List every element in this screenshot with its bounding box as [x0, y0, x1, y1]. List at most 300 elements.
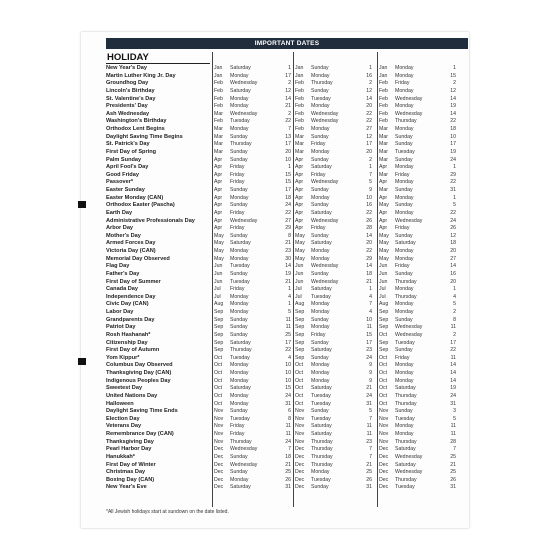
month: Dec	[295, 453, 305, 460]
weekday: Sunday	[395, 156, 413, 163]
holiday-name: April Fool's Day	[106, 164, 149, 171]
date-entry	[378, 439, 460, 447]
holiday-name: Victoria Day (CAN)	[106, 248, 156, 254]
holiday-name: Presidents' Day	[106, 103, 148, 110]
month: Feb	[379, 87, 388, 94]
weekday: Sunday	[311, 187, 329, 193]
month: Dec	[379, 469, 389, 476]
day-number: 13	[285, 133, 291, 140]
day-number: 9	[369, 370, 372, 376]
date-entry	[294, 149, 376, 157]
holiday-name: Palm Sunday	[106, 156, 142, 163]
day-number: 10	[366, 316, 372, 323]
day-number: 22	[366, 209, 372, 216]
day-number: 21	[450, 461, 456, 468]
holiday-name: Columbus Day Observed	[106, 362, 173, 369]
holiday-name: Indigenous Peoples Day	[106, 377, 171, 384]
date-entry	[213, 446, 295, 454]
weekday: Monday	[311, 370, 330, 376]
weekday: Saturday	[230, 484, 251, 491]
date-entry	[213, 362, 295, 370]
month: Sep	[379, 309, 389, 315]
date-entry	[378, 279, 460, 287]
date-entry	[294, 340, 376, 348]
month: Oct	[214, 385, 223, 392]
day-number: 30	[285, 255, 291, 262]
binder-hole	[78, 201, 86, 208]
date-entry	[378, 332, 460, 340]
date-entry	[378, 240, 460, 248]
weekday: Friday	[395, 225, 410, 232]
month: Oct	[295, 385, 304, 392]
month: Dec	[379, 484, 389, 491]
date-entry	[213, 126, 295, 134]
weekday: Monday	[311, 148, 330, 155]
month: Jan	[295, 65, 304, 71]
month: Nov	[379, 415, 389, 422]
date-entry	[213, 271, 295, 279]
date-entry	[294, 401, 376, 409]
month: Dec	[214, 484, 224, 491]
date-entry	[213, 279, 295, 287]
day-number: 11	[450, 431, 456, 437]
weekday: Tuesday	[311, 95, 331, 102]
date-entry	[294, 134, 376, 142]
day-number: 17	[450, 339, 456, 346]
month: Oct	[214, 400, 223, 407]
date-entry	[294, 80, 376, 88]
month: Mar	[379, 187, 388, 193]
date-entry	[294, 225, 376, 233]
month: Nov	[379, 431, 389, 437]
day-number: 1	[453, 65, 456, 71]
date-entry	[378, 141, 460, 149]
date-entry	[213, 340, 295, 348]
weekday: Monday	[230, 370, 249, 376]
date-entry	[213, 477, 295, 485]
month: Feb	[214, 118, 223, 125]
date-entry	[213, 454, 295, 462]
month: Apr	[214, 179, 223, 186]
day-number: 7	[369, 415, 372, 422]
weekday: Monday	[230, 248, 249, 254]
date-entry	[378, 462, 460, 470]
day-number: 15	[285, 385, 291, 392]
month: Jul	[379, 293, 386, 300]
day-number: 21	[366, 385, 372, 392]
month: Apr	[295, 179, 304, 186]
day-number: 26	[285, 476, 291, 483]
day-number: 1	[369, 164, 372, 171]
day-number: 1	[369, 65, 372, 71]
month: Sep	[214, 324, 224, 331]
weekday: Monday	[395, 126, 414, 132]
day-number: 29	[285, 225, 291, 232]
date-entry	[213, 294, 295, 302]
month: Jul	[214, 286, 221, 293]
day-number: 31	[366, 400, 372, 407]
date-entry	[294, 286, 376, 294]
year-column	[378, 65, 460, 492]
month: Apr	[379, 217, 388, 224]
day-number: 25	[285, 331, 291, 338]
date-entry	[294, 103, 376, 111]
date-entry	[294, 408, 376, 416]
month: Jun	[379, 263, 388, 270]
date-entry	[294, 431, 376, 439]
month: Oct	[214, 354, 223, 361]
month: Jun	[295, 278, 304, 285]
date-entry	[213, 408, 295, 416]
day-number: 24	[366, 354, 372, 361]
date-entry	[213, 157, 295, 165]
day-number: 15	[285, 171, 291, 178]
holiday-name: Daylight Saving Time Ends	[106, 408, 178, 415]
day-number: 1	[453, 286, 456, 293]
day-number: 14	[450, 370, 456, 376]
day-number: 22	[366, 248, 372, 254]
date-entry	[294, 439, 376, 447]
day-number: 4	[369, 309, 372, 315]
weekday: Monday	[395, 65, 414, 71]
weekday: Saturday	[311, 240, 332, 247]
month: May	[379, 248, 389, 254]
day-number: 31	[450, 484, 456, 491]
day-number: 22	[366, 118, 372, 125]
weekday: Sunday	[230, 331, 248, 338]
date-entry	[378, 431, 460, 439]
month: Aug	[214, 301, 224, 308]
day-number: 1	[453, 194, 456, 201]
weekday: Thursday	[395, 476, 417, 483]
weekday: Wednesday	[311, 263, 339, 270]
month: Mar	[379, 171, 388, 178]
weekday: Friday	[230, 209, 245, 216]
date-entry	[378, 202, 460, 210]
weekday: Monday	[311, 255, 330, 262]
day-number: 9	[369, 362, 372, 369]
holiday-name: Daylight Saving Time Begins	[106, 133, 183, 140]
day-number: 31	[366, 484, 372, 491]
weekday: Tuesday	[230, 278, 250, 285]
month: Nov	[214, 431, 224, 437]
weekday: Monday	[230, 301, 249, 308]
day-number: 17	[285, 72, 291, 79]
date-entry	[378, 65, 460, 73]
date-entry	[378, 73, 460, 81]
date-entry	[213, 462, 295, 470]
holiday-name: First Day of Winter	[106, 461, 156, 468]
holiday-name: Patriot Day	[106, 324, 136, 331]
day-number: 31	[285, 400, 291, 407]
weekday: Sunday	[230, 469, 248, 476]
day-number: 21	[285, 103, 291, 110]
date-entry	[294, 332, 376, 340]
date-entry	[294, 416, 376, 424]
weekday: Monday	[311, 324, 330, 331]
holiday-name: Rosh Hashanah*	[106, 331, 151, 338]
date-entry	[213, 88, 295, 96]
day-number: 17	[366, 141, 372, 148]
day-number: 31	[285, 484, 291, 491]
holiday-name: Veterans Day	[106, 423, 142, 430]
date-entry	[294, 164, 376, 172]
month: Mar	[214, 133, 223, 140]
date-entry	[378, 149, 460, 157]
day-number: 18	[366, 270, 372, 277]
date-entry	[378, 126, 460, 134]
day-number: 11	[285, 431, 291, 437]
day-number: 3	[453, 408, 456, 415]
month: Aug	[295, 301, 305, 308]
day-number: 2	[288, 80, 291, 87]
day-number: 24	[450, 392, 456, 399]
weekday: Sunday	[230, 408, 248, 415]
holiday-name: Christmas Day	[106, 469, 146, 476]
month: May	[295, 255, 305, 262]
month: Mar	[214, 110, 223, 117]
month: Feb	[295, 87, 304, 94]
weekday: Monday	[230, 400, 249, 407]
date-entry	[378, 301, 460, 309]
holiday-name: Sweetest Day	[106, 385, 143, 392]
date-entry	[294, 469, 376, 477]
date-entry	[294, 355, 376, 363]
day-number: 17	[285, 187, 291, 193]
weekday: Wednesday	[311, 179, 339, 186]
weekday: Friday	[395, 354, 410, 361]
weekday: Monday	[395, 72, 414, 79]
weekday: Monday	[230, 293, 249, 300]
day-number: 29	[450, 171, 456, 178]
date-entry	[294, 118, 376, 126]
month: Oct	[379, 354, 388, 361]
weekday: Monday	[395, 309, 414, 315]
month: Feb	[379, 110, 388, 117]
month: Dec	[379, 446, 389, 453]
weekday: Wednesday	[230, 461, 258, 468]
weekday: Saturday	[311, 286, 332, 293]
date-entry	[378, 355, 460, 363]
month: Sep	[295, 316, 305, 323]
date-entry	[294, 195, 376, 203]
weekday: Monday	[311, 469, 330, 476]
date-entry	[294, 370, 376, 378]
weekday: Sunday	[311, 133, 329, 140]
month: Oct	[214, 362, 223, 369]
weekday: Saturday	[311, 347, 332, 354]
date-entry	[378, 370, 460, 378]
date-entry	[294, 65, 376, 73]
day-number: 15	[450, 72, 456, 79]
day-number: 22	[450, 347, 456, 354]
month: Apr	[214, 164, 223, 171]
holiday-name: Washington's Birthday	[106, 118, 167, 125]
weekday: Saturday	[230, 65, 251, 71]
day-number: 10	[285, 370, 291, 376]
day-number: 2	[288, 110, 291, 117]
month: Apr	[214, 156, 223, 163]
date-entry	[378, 233, 460, 241]
weekday: Tuesday	[311, 476, 331, 483]
weekday: Monday	[395, 423, 414, 430]
month: Nov	[214, 408, 224, 415]
weekday: Tuesday	[230, 354, 250, 361]
weekday: Monday	[311, 362, 330, 369]
month: Dec	[214, 476, 224, 483]
day-number: 10	[285, 362, 291, 369]
date-entry	[378, 385, 460, 393]
day-number: 23	[366, 438, 372, 445]
date-entry	[294, 385, 376, 393]
month: Jun	[214, 270, 223, 277]
weekday: Wednesday	[395, 453, 423, 460]
month: Jan	[379, 65, 388, 71]
month: Sep	[379, 316, 389, 323]
month: Oct	[214, 370, 223, 376]
year-column	[213, 65, 295, 492]
date-entry	[294, 454, 376, 462]
month: Feb	[295, 80, 304, 87]
month: Jun	[379, 270, 388, 277]
month: Dec	[214, 453, 224, 460]
day-number: 22	[450, 209, 456, 216]
month: Apr	[295, 217, 304, 224]
month: Feb	[214, 87, 223, 94]
date-entry	[213, 317, 295, 325]
holiday-name: First Day of Spring	[106, 148, 157, 155]
date-entry	[378, 118, 460, 126]
month: Apr	[379, 209, 388, 216]
date-entry	[378, 446, 460, 454]
month: May	[295, 248, 305, 254]
day-number: 5	[453, 301, 456, 308]
day-number: 22	[285, 118, 291, 125]
weekday: Saturday	[311, 385, 332, 392]
date-entry	[294, 271, 376, 279]
day-number: 9	[369, 377, 372, 384]
weekday: Monday	[230, 309, 249, 315]
day-number: 5	[288, 309, 291, 315]
month: Nov	[379, 438, 389, 445]
day-number: 17	[285, 141, 291, 148]
weekday: Saturday	[230, 385, 251, 392]
holiday-name: Groundhog Day	[106, 80, 149, 87]
weekday: Monday	[395, 103, 414, 110]
holiday-name: Remembrance Day (CAN)	[106, 431, 174, 437]
date-entry	[213, 65, 295, 73]
date-entry	[378, 378, 460, 386]
day-number: 11	[285, 324, 291, 331]
weekday: Tuesday	[395, 148, 415, 155]
date-entry	[378, 317, 460, 325]
weekday: Tuesday	[230, 415, 250, 422]
weekday: Monday	[311, 248, 330, 254]
day-number: 2	[453, 80, 456, 87]
day-number: 12	[285, 87, 291, 94]
weekday: Sunday	[395, 141, 413, 148]
date-entry	[213, 80, 295, 88]
day-number: 20	[366, 148, 372, 155]
holiday-name: Pearl Harbor Day	[106, 446, 152, 453]
weekday: Thursday	[395, 438, 417, 445]
weekday: Sunday	[311, 87, 329, 94]
day-number: 1	[288, 286, 291, 293]
weekday: Monday	[311, 301, 330, 308]
day-number: 14	[450, 263, 456, 270]
month: Mar	[379, 141, 388, 148]
day-number: 2	[369, 156, 372, 163]
day-number: 17	[450, 141, 456, 148]
month: Mar	[214, 148, 223, 155]
binder-hole	[78, 358, 86, 365]
day-number: 25	[450, 453, 456, 460]
month: Feb	[295, 110, 304, 117]
month: May	[379, 232, 389, 239]
day-number: 22	[285, 347, 291, 354]
month: Nov	[295, 431, 305, 437]
date-entry	[213, 401, 295, 409]
date-entry	[213, 416, 295, 424]
date-entry	[213, 393, 295, 401]
weekday: Tuesday	[395, 484, 415, 491]
day-number: 24	[285, 202, 291, 209]
weekday: Saturday	[395, 461, 416, 468]
month: Dec	[295, 476, 305, 483]
month: Jan	[214, 72, 223, 79]
month: Oct	[295, 392, 304, 399]
holiday-name: Arbor Day	[106, 225, 134, 232]
date-entry	[378, 362, 460, 370]
weekday: Friday	[311, 141, 326, 148]
day-number: 17	[366, 339, 372, 346]
date-entry	[294, 187, 376, 195]
month: Jun	[295, 270, 304, 277]
date-entry	[294, 423, 376, 431]
date-entry	[378, 134, 460, 142]
holiday-name-list	[106, 65, 212, 492]
date-entry	[378, 416, 460, 424]
day-number: 25	[450, 469, 456, 476]
month: Feb	[379, 103, 388, 110]
day-number: 5	[369, 179, 372, 186]
month: Oct	[379, 400, 388, 407]
weekday: Friday	[230, 431, 245, 437]
month: Jan	[379, 72, 388, 79]
date-entry	[213, 309, 295, 317]
weekday: Sunday	[230, 148, 248, 155]
month: May	[379, 202, 389, 209]
date-entry	[213, 324, 295, 332]
date-entry	[213, 355, 295, 363]
month: Sep	[379, 324, 389, 331]
date-entry	[213, 210, 295, 218]
date-entry	[294, 301, 376, 309]
day-number: 24	[450, 217, 456, 224]
day-number: 4	[288, 354, 291, 361]
holiday-name: Boxing Day (CAN)	[106, 476, 155, 483]
weekday: Sunday	[395, 232, 413, 239]
month: Nov	[295, 438, 305, 445]
date-entry	[294, 73, 376, 81]
month: Mar	[379, 133, 388, 140]
day-number: 21	[285, 278, 291, 285]
weekday: Monday	[230, 476, 249, 483]
day-number: 23	[366, 347, 372, 354]
day-number: 6	[288, 408, 291, 415]
date-entry	[213, 195, 295, 203]
date-entry	[213, 370, 295, 378]
